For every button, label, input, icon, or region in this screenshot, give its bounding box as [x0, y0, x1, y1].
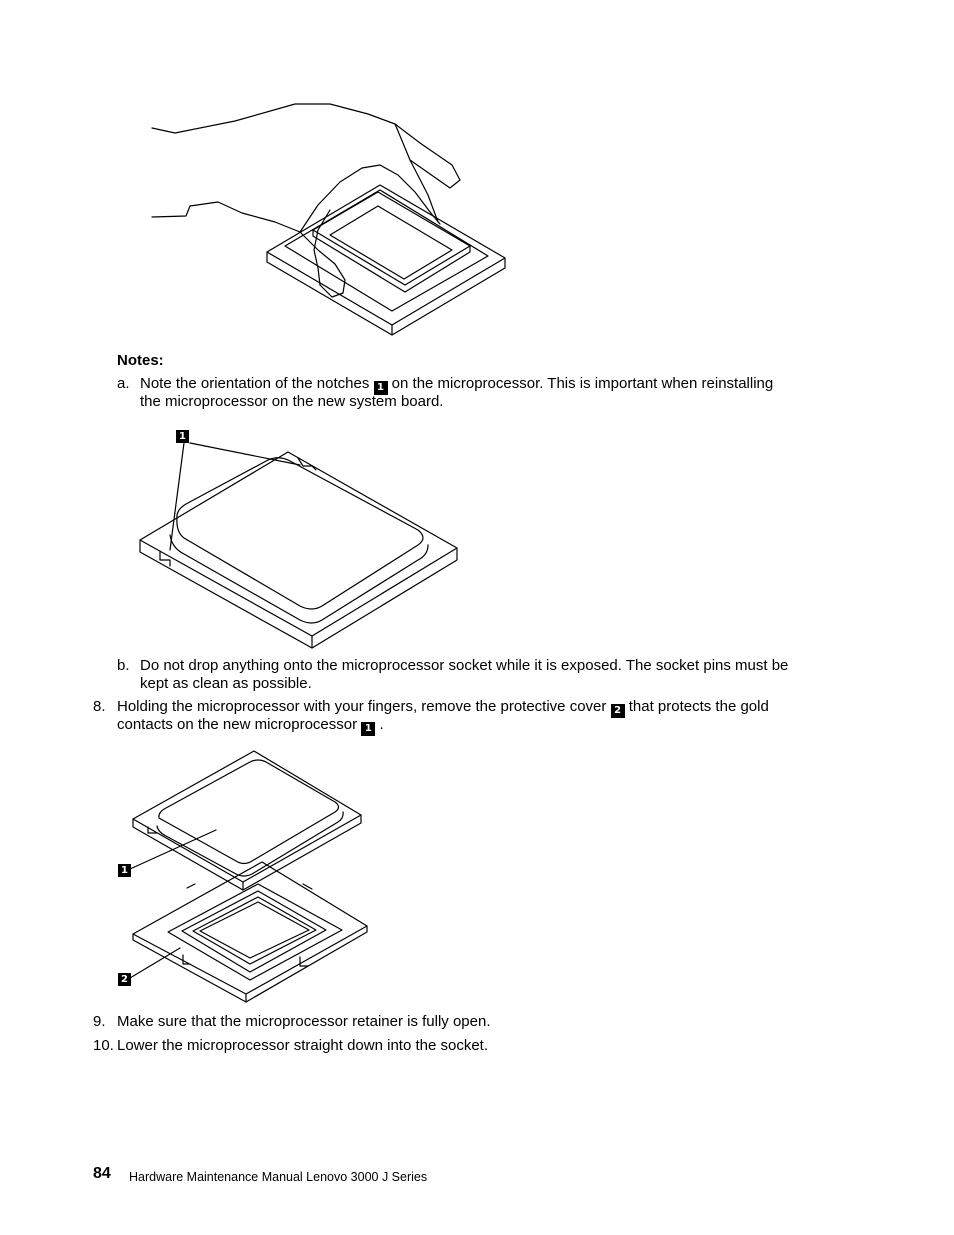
- step-8-number: 8.: [93, 698, 106, 715]
- note-a-text-before: Note the orientation of the notches: [140, 375, 370, 392]
- step-8-line2-text: contacts on the new microprocessor: [117, 716, 358, 733]
- step-9-number: 9.: [93, 1013, 106, 1030]
- figure3-callout-1: 1: [118, 864, 131, 877]
- note-b-line1: Do not drop anything onto the microprocessor socket while it is exposed. The socket pins must be: [140, 657, 789, 674]
- step-10-text: Lower the microprocessor straight down into the socket.: [117, 1037, 489, 1054]
- note-a-line2: the microprocessor on the new system board.: [140, 393, 444, 410]
- step-8-line2-end: .: [379, 716, 384, 733]
- step-10-number: 10.: [93, 1037, 114, 1054]
- step-8-text-before: Holding the microprocessor with your fingers, remove the protective cover: [117, 698, 607, 715]
- callout-1-notches: 1: [374, 381, 388, 395]
- note-a-marker: a.: [117, 375, 130, 392]
- figure3-callout-2: 2: [118, 973, 131, 986]
- callout-1-processor: 1: [361, 722, 375, 736]
- figure2-callout-1: 1: [176, 430, 189, 443]
- note-a-text-after: on the microprocessor. This is important when reinstalling: [391, 375, 774, 392]
- notes-heading: Notes:: [117, 352, 164, 369]
- step-8-text-after: that protects the gold: [628, 698, 769, 715]
- step-9-text: Make sure that the microprocessor retainer is fully open.: [117, 1013, 491, 1030]
- page-number: 84: [93, 1165, 111, 1182]
- note-b-marker: b.: [117, 657, 130, 674]
- footer-title: Hardware Maintenance Manual Lenovo 3000 J Series: [129, 1170, 428, 1184]
- callout-2-cover: 2: [611, 704, 625, 718]
- note-b-line2: kept as clean as possible.: [140, 675, 312, 692]
